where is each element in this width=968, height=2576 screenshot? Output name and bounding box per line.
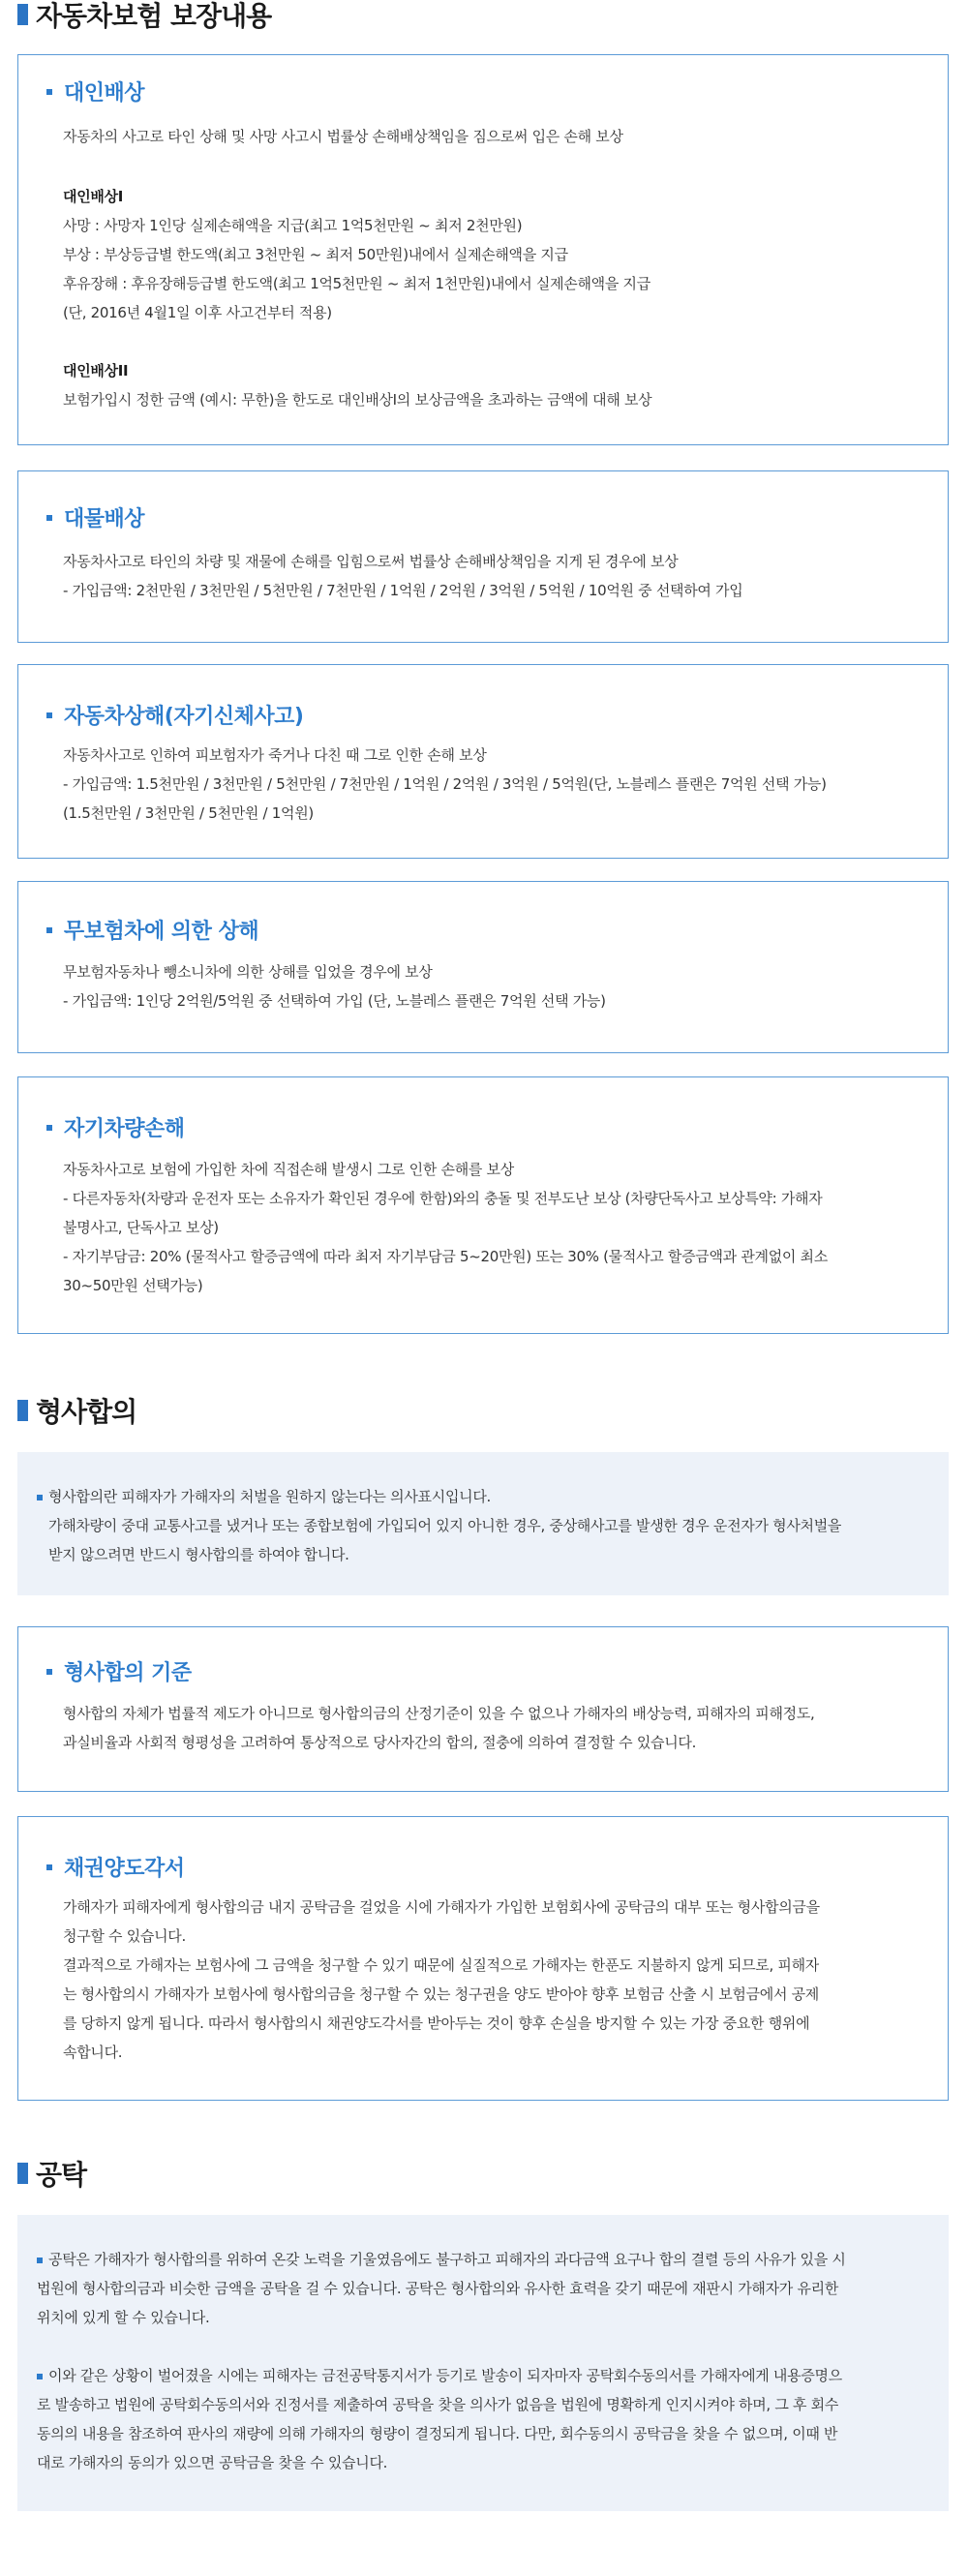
heading-marker-icon — [46, 1125, 52, 1131]
section-title-text: 형사합의 — [36, 1396, 137, 1428]
section-title-text: 공탁 — [36, 2159, 87, 2191]
section-marker-icon — [17, 1400, 28, 1421]
text-line: - 가입금액: 1인당 2억원/5억원 중 선택하여 가입 (단, 노블레스 플랜은 7억원 선택 가능) — [63, 992, 606, 1010]
section-title-deposit — [0, 2157, 86, 2190]
box-heading-text: 대인배상 — [64, 81, 145, 106]
text-line: 가해차량이 중대 교통사고를 냈거나 또는 종합보험에 가입되어 있지 아니한 경우, 중상해사고를 발생한 경우 운전자가 형사처벌을 — [48, 1517, 842, 1534]
bullet-icon — [37, 1495, 43, 1500]
heading-marker-icon — [46, 515, 52, 521]
text-line: 공탁은 가해자가 형사합의를 위하여 온갖 노력을 기울였음에도 불구하고 피해자의 과다금액 요구나 합의 결렬 등의 사유가 있을 시 — [48, 2251, 846, 2268]
text-line: (단, 2016년 4월1일 이후 사고건부터 적용) — [63, 304, 332, 321]
text-line: 자동차사고로 타인의 차량 및 재물에 손해를 입힘으로써 법률상 손해배상책임을 지게 된 경우에 보상 — [63, 553, 679, 570]
section-marker-icon — [17, 4, 28, 25]
text-line: 위치에 있게 할 수 있습니다. — [37, 2309, 210, 2326]
text-line: - 가입금액: 1.5천만원 / 3천만원 / 5천만원 / 7천만원 / 1억원 / 2억원 / 3억원 / 5억원(단, 노블레스 플랜은 7억원 선택 가능) — [63, 775, 827, 793]
text-line: - 다른자동차(차량과 운전자 또는 소유자가 확인된 경우에 한함)와의 충돌 및 전부도난 보상 (차량단독사고 보상특약: 가해자 — [63, 1190, 823, 1207]
text-line: 는 형사합의시 가해자가 보험사에 형사합의금을 청구할 수 있는 청구권을 양도 받아야 향후 보험금 산출 시 보험금에서 공제 — [63, 1985, 819, 2003]
text-line: 이와 같은 상황이 벌어졌을 시에는 피해자는 금전공탁통지서가 등기로 발송이 되자마자 공탁회수동의서를 가해자에게 내용증명으 — [48, 2367, 842, 2384]
box-heading-text: 대물배상 — [64, 507, 145, 531]
text-line: 무보험자동차나 뺑소니차에 의한 상해를 입었을 경우에 보상 — [63, 963, 433, 981]
text-line: 형사합의란 피해자가 가해자의 처벌을 원하지 않는다는 의사표시입니다. — [48, 1488, 491, 1505]
section-title-auto-insurance — [0, 0, 272, 32]
text-line: 부상 : 부상등급별 한도액(최고 3천만원 ~ 최저 50만원)내에서 실제손해액을 지급 — [63, 246, 568, 263]
text-line: 형사합의 자체가 법률적 제도가 아니므로 형사합의금의 산정기준이 있을 수 없으나 가해자의 배상능력, 피해자의 피해정도, — [63, 1705, 815, 1722]
text-line: 30~50만원 선택가능) — [63, 1277, 203, 1294]
text-line: 받지 않으려면 반드시 형사합의를 하여야 합니다. — [48, 1546, 349, 1563]
box-heading — [46, 1112, 185, 1142]
text-line: 청구할 수 있습니다. — [63, 1927, 186, 1945]
text-line: 과실비율과 사회적 형평성을 고려하여 통상적으로 당사자간의 합의, 절충에 의하여 결정할 수 있습니다. — [63, 1734, 697, 1751]
text-line: 자동차의 사고로 타인 상해 및 사망 사고시 법률상 손해배상책임을 짐으로써 입은 손해 보상 — [63, 128, 623, 145]
box-heading — [46, 76, 144, 106]
coverage-box-bodily-injury — [17, 54, 949, 445]
box-heading-text: 무보험차에 의한 상해 — [64, 920, 259, 944]
box-heading — [46, 1852, 185, 1882]
section-title-text: 자동차보험 보장내용 — [36, 0, 272, 32]
subheading: 대인배상I — [63, 188, 124, 205]
heading-marker-icon — [46, 927, 52, 933]
criminal-settlement-intro — [17, 1452, 949, 1595]
heading-marker-icon — [46, 1669, 52, 1675]
coverage-box-uninsured-motorist — [17, 881, 949, 1053]
box-heading — [46, 700, 303, 730]
criminal-settlement-criteria-box — [17, 1626, 949, 1792]
box-heading-text: 채권양도각서 — [64, 1857, 185, 1881]
heading-marker-icon — [46, 712, 52, 718]
box-heading — [46, 1656, 192, 1686]
text-line: 가해자가 피해자에게 형사합의금 내지 공탁금을 걸었을 시에 가해자가 가입한 보험회사에 공탁금의 대부 또는 형사합의금을 — [63, 1898, 820, 1916]
box-heading-text: 자동차상해(자기신체사고) — [64, 705, 304, 729]
box-heading-text: 자기차량손해 — [64, 1117, 185, 1141]
coverage-box-personal-injury — [17, 664, 949, 859]
heading-marker-icon — [46, 1864, 52, 1870]
text-line: 속합니다. — [63, 2044, 123, 2061]
text-line: - 자기부담금: 20% (물적사고 할증금액에 따라 최저 자기부담금 5~20만원) 또는 30% (물적사고 할증금액과 관계없이 최소 — [63, 1248, 828, 1265]
text-line: 동의의 내용을 참조하여 판사의 재량에 의해 가해자의 형량이 결정되게 됩니다. 다만, 회수동의시 공탁금을 찾을 수 없으며, 이때 반 — [37, 2425, 838, 2442]
coverage-box-own-vehicle-damage — [17, 1076, 949, 1334]
text-line: 결과적으로 가해자는 보험사에 그 금액을 청구할 수 있기 때문에 실질적으로 가해자는 한푼도 지불하지 않게 되므로, 피해자 — [63, 1956, 819, 1974]
text-line: 로 발송하고 법원에 공탁회수동의서와 진정서를 제출하여 공탁을 찾을 의사가 없음을 법원에 명확하게 인지시켜야 하며, 그 후 회수 — [37, 2396, 839, 2413]
text-line: 보험가입시 정한 금액 (예시: 무한)을 한도로 대인배상I의 보상금액을 초과하는 금액에 대해 보상 — [63, 391, 652, 409]
claim-assignment-box — [17, 1816, 949, 2101]
text-line: - 가입금액: 2천만원 / 3천만원 / 5천만원 / 7천만원 / 1억원 / 2억원 / 3억원 / 5억원 / 10억원 중 선택하여 가입 — [63, 582, 743, 599]
text-line: 후유장해 : 후유장해등급별 한도액(최고 1억5천만원 ~ 최저 1천만원)내에서 실제손해액을 지급 — [63, 275, 650, 292]
box-heading — [46, 915, 258, 945]
heading-marker-icon — [46, 89, 52, 95]
text-line: 불명사고, 단독사고 보상) — [63, 1219, 219, 1236]
text-line: 사망 : 사망자 1인당 실제손해액을 지급(최고 1억5천만원 ~ 최저 2천만원) — [63, 217, 523, 234]
section-marker-icon — [17, 2163, 28, 2184]
bullet-icon — [37, 2258, 43, 2263]
bullet-icon — [37, 2374, 43, 2379]
section-title-criminal-settlement — [0, 1394, 136, 1427]
subheading: 대인배상II — [63, 362, 129, 379]
text-line: 자동차사고로 보험에 가입한 차에 직접손해 발생시 그로 인한 손해를 보상 — [63, 1161, 514, 1178]
text-line: 대로 가해자의 동의가 있으면 공탁금을 찾을 수 있습니다. — [37, 2454, 388, 2471]
deposit-info-box — [17, 2215, 949, 2511]
text-line: 자동차사고로 인하여 피보험자가 죽거나 다친 때 그로 인한 손해 보상 — [63, 746, 487, 764]
text-line: (1.5천만원 / 3천만원 / 5천만원 / 1억원) — [63, 804, 314, 822]
box-heading — [46, 502, 144, 532]
text-line: 법원에 형사합의금과 비슷한 금액을 공탁을 걸 수 있습니다. 공탁은 형사합의와 유사한 효력을 갖기 때문에 재판시 가해자가 유리한 — [37, 2280, 839, 2297]
text-line: 를 당하지 않게 됩니다. 따라서 형사합의시 채권양도각서를 받아두는 것이 향후 손실을 방지할 수 있는 가장 중요한 행위에 — [63, 2015, 810, 2032]
box-heading-text: 형사합의 기준 — [64, 1661, 192, 1685]
coverage-box-property-damage — [17, 470, 949, 643]
